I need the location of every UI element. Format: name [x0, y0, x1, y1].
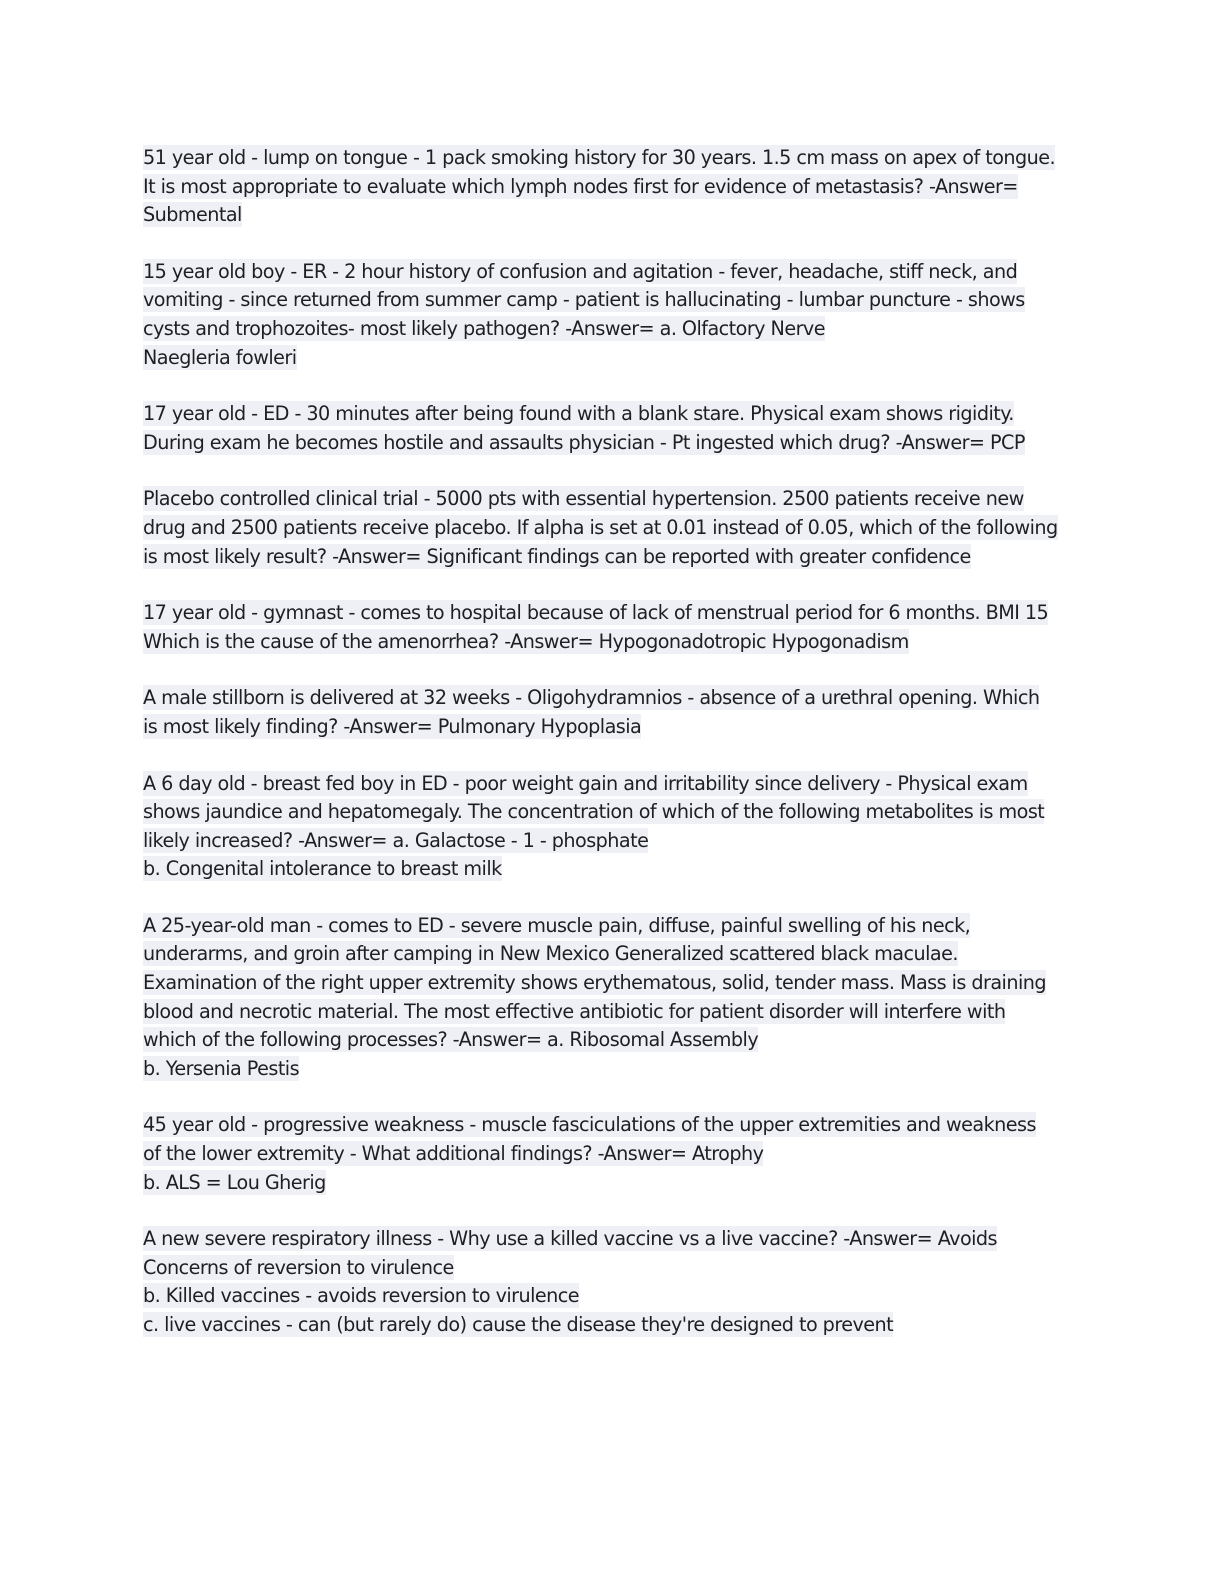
question-text-line	[143, 201, 1078, 230]
question-block	[143, 1111, 1078, 1197]
highlighted-text: A 25-year-old man - comes to ED - severe muscle pain, diffuse, painful swelling of his neck,	[143, 913, 971, 937]
question-text-line	[143, 258, 1078, 287]
highlighted-text: is most likely finding? -Answer= Pulmonary Hypoplasia	[143, 714, 642, 738]
question-text-line	[143, 173, 1078, 202]
highlighted-text: 51 year old - lump on tongue - 1 pack smoking history for 30 years. 1.5 cm mass on apex of tongue.	[143, 146, 1056, 169]
question-text-line	[143, 1111, 1078, 1140]
question-block	[143, 599, 1078, 656]
question-block	[143, 1225, 1078, 1339]
question-text-line	[143, 344, 1078, 373]
highlighted-text: A new severe respiratory illness - Why use a killed vaccine vs a live vaccine? -Answer= Avoids	[143, 1227, 997, 1251]
question-text-line	[143, 827, 1078, 856]
highlighted-text: b. Congenital intolerance to breast milk	[143, 857, 502, 881]
question-block	[143, 258, 1078, 372]
highlighted-text: Submental	[143, 203, 242, 227]
highlighted-text: shows jaundice and hepatomegaly. The concentration of which of the following metabolites is most	[143, 800, 1045, 824]
question-text-line	[143, 628, 1078, 657]
question-text-line	[143, 912, 1078, 941]
question-text-line	[143, 1140, 1078, 1169]
question-text-line	[143, 485, 1078, 514]
question-block	[143, 770, 1078, 884]
highlighted-text: b. Killed vaccines - avoids reversion to virulence	[143, 1284, 580, 1308]
question-text-line	[143, 855, 1078, 884]
highlighted-text: A male stillborn is delivered at 32 weeks - Oligohydramnios - absence of a urethral opening. Which	[143, 686, 1040, 710]
question-text-line	[143, 599, 1078, 628]
highlighted-text: blood and necrotic material. The most effective antibiotic for patient disorder will interfere with	[143, 999, 1006, 1023]
question-text-line	[143, 713, 1078, 742]
highlighted-text: of the lower extremity - What additional findings? -Answer= Atrophy	[143, 1142, 764, 1166]
highlighted-text: 15 year old boy - ER - 2 hour history of confusion and agitation - fever, headache, stiff neck, and	[143, 259, 1018, 283]
question-text-line	[143, 998, 1078, 1027]
question-text-line	[143, 1282, 1078, 1311]
question-text-line	[143, 429, 1078, 458]
highlighted-text: drug and 2500 patients receive placebo. If alpha is set at 0.01 instead of 0.05, which of the following	[143, 515, 1058, 539]
question-text-line	[143, 286, 1078, 315]
question-text-line	[143, 543, 1078, 572]
highlighted-text: b. ALS = Lou Gherig	[143, 1170, 326, 1194]
highlighted-text: During exam he becomes hostile and assaults physician - Pt ingested which drug? -Answer= PCP	[143, 430, 1025, 454]
document-page	[143, 144, 1078, 1368]
highlighted-text: Placebo controlled clinical trial - 5000 pts with essential hypertension. 2500 patients receive new	[143, 487, 1024, 511]
highlighted-text: Which is the cause of the amenorrhea? -Answer= Hypogonadotropic Hypogonadism	[143, 629, 909, 653]
question-block	[143, 485, 1078, 571]
question-text-line	[143, 1254, 1078, 1283]
question-block	[143, 400, 1078, 457]
highlighted-text: 45 year old - progressive weakness - muscle fasciculations of the upper extremities and weakness	[143, 1113, 1036, 1137]
highlighted-text: Naegleria fowleri	[143, 345, 297, 369]
question-text-line	[143, 770, 1078, 799]
question-text-line	[143, 1026, 1078, 1055]
highlighted-text: is most likely result? -Answer= Significant findings can be reported with greater confidence	[143, 544, 971, 568]
question-text-line	[143, 514, 1078, 543]
highlighted-text: 17 year old - ED - 30 minutes after being found with a blank stare. Physical exam shows rigidity.	[143, 402, 1014, 426]
question-block	[143, 144, 1078, 230]
question-text-line	[143, 798, 1078, 827]
highlighted-text: Examination of the right upper extremity shows erythematous, solid, tender mass. Mass is draining	[143, 971, 1046, 995]
question-text-line	[143, 940, 1078, 969]
question-text-line	[143, 684, 1078, 713]
highlighted-text: Concerns of reversion to virulence	[143, 1255, 454, 1279]
question-text-line	[143, 144, 1078, 173]
question-block	[143, 684, 1078, 741]
question-text-line	[143, 400, 1078, 429]
highlighted-text: likely increased? -Answer= a. Galactose - 1 - phosphate	[143, 828, 649, 852]
highlighted-text: underarms, and groin after camping in New Mexico Generalized scattered black maculae.	[143, 942, 958, 966]
highlighted-text: cysts and trophozoites- most likely pathogen? -Answer= a. Olfactory Nerve	[143, 316, 825, 340]
question-block	[143, 912, 1078, 1084]
highlighted-text: vomiting - since returned from summer camp - patient is hallucinating - lumbar puncture - shows	[143, 288, 1025, 312]
question-text-line	[143, 1055, 1078, 1084]
question-text-line	[143, 1311, 1078, 1340]
highlighted-text: c. live vaccines - can (but rarely do) cause the disease they're designed to prevent	[143, 1313, 894, 1336]
highlighted-text: A 6 day old - breast fed boy in ED - poor weight gain and irritability since delivery - Physical exam	[143, 771, 1028, 795]
question-text-line	[143, 969, 1078, 998]
highlighted-text: which of the following processes? -Answer= a. Ribosomal Assembly	[143, 1028, 759, 1052]
highlighted-text: b. Yersenia Pestis	[143, 1056, 300, 1080]
highlighted-text: 17 year old - gymnast - comes to hospital because of lack of menstrual period for 6 months. BMI 15	[143, 601, 1049, 625]
question-text-line	[143, 315, 1078, 344]
question-text-line	[143, 1225, 1078, 1254]
highlighted-text: It is most appropriate to evaluate which lymph nodes first for evidence of metastasis? -Answer=	[143, 174, 1018, 198]
question-text-line	[143, 1169, 1078, 1198]
